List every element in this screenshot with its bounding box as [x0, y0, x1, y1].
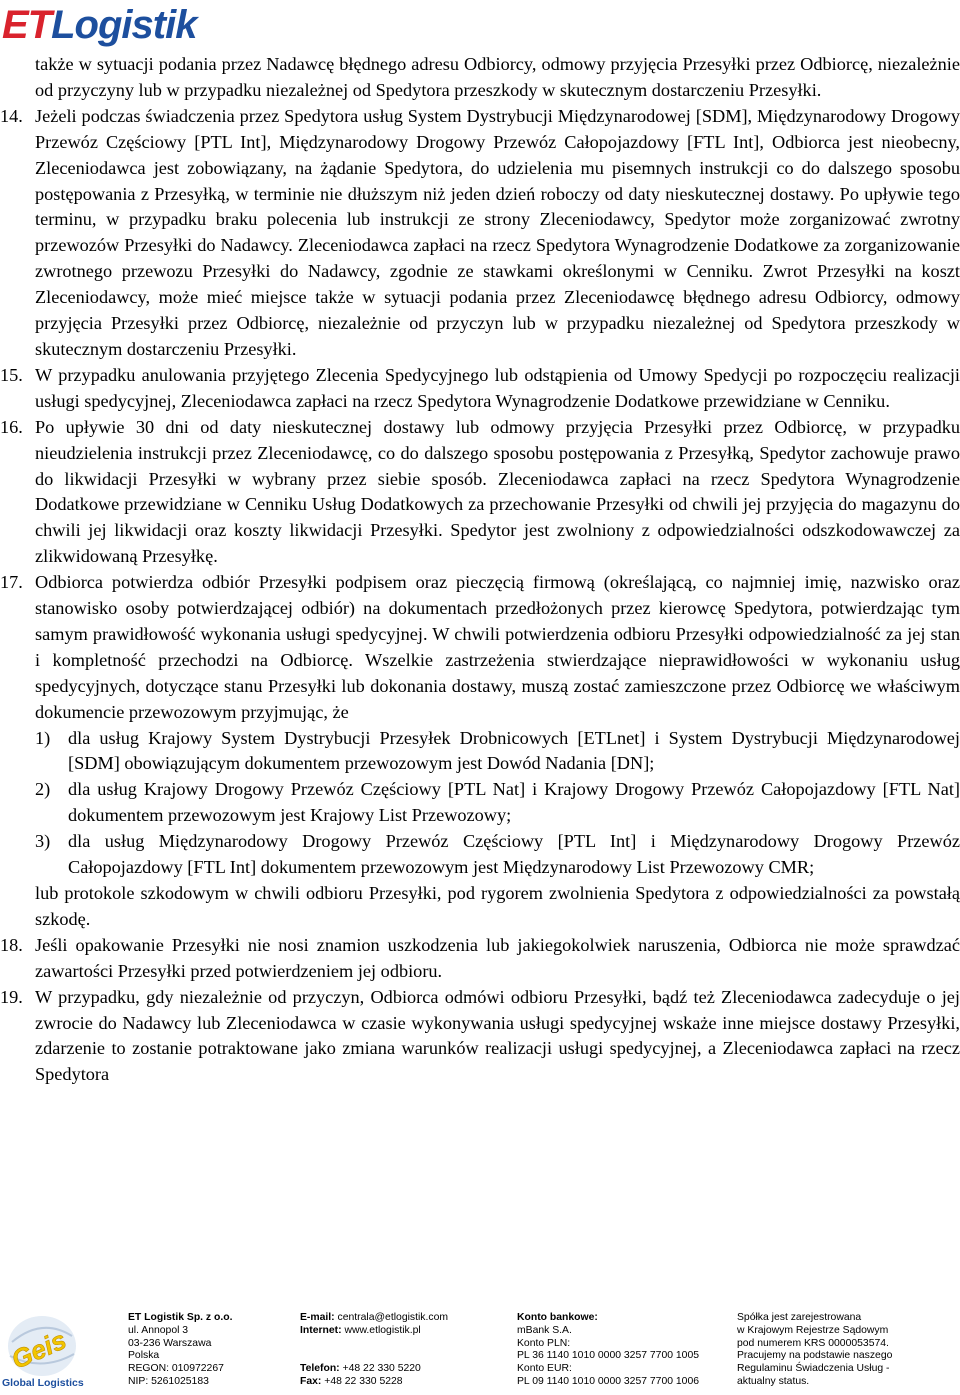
geis-caption: Global Logistics: [2, 1377, 84, 1389]
paragraph-tail-text: lub protokole szkodowym w chwili odbioru Przesyłki, pod rygorem zwolnienia Spedytora z odpowiedzialności za powstałą szkodę.: [35, 883, 960, 929]
sub-item-number: 1): [35, 727, 51, 748]
paragraph-14: [0, 104, 960, 363]
sub-item-text: dla usług Międzynarodowy Drogowy Przewóz Częściowy [PTL Int] i Międzynarodowy Drogowy Przewóz Całopojazdowy [FTL Int] dokumentem przewozowym jest Międzynarodowy List Przewozowy CMR;: [68, 831, 960, 878]
paragraph-text: Jeśli opakowanie Przesyłki nie nosi znamion uszkodzenia lub jakiegokolwiek naruszenia, Odbiorca nie może sprawdzać zawartości Przesyłki przed potwierdzeniem jej odbioru.: [35, 934, 960, 981]
logo-et: ET: [2, 3, 52, 47]
email-label: E-mail:: [300, 1312, 335, 1323]
email-link[interactable]: centrala@etlogistik.com: [337, 1312, 449, 1323]
geis-globe-icon: [2, 1312, 98, 1390]
geis-logo: [2, 1312, 98, 1390]
fax-row: [300, 1376, 448, 1389]
registration-line: Spółka jest zarejestrowana: [737, 1312, 862, 1323]
bank-title: Konto bankowe:: [517, 1312, 598, 1323]
sub-item-2: [35, 777, 960, 829]
paragraph-number: 17.: [0, 572, 23, 593]
phone-row: [300, 1363, 448, 1376]
internet-label: Internet:: [300, 1324, 342, 1336]
footer-company-column: [128, 1312, 233, 1389]
registration-line: pod numerem KRS 0000053574.: [737, 1337, 889, 1349]
sub-item-3: [35, 829, 960, 881]
logo-logistik: Logistik: [51, 3, 197, 47]
paragraph-number: 18.: [0, 934, 23, 955]
internet-row: [300, 1325, 448, 1338]
phone-number: +48 22 330 5220: [342, 1363, 421, 1375]
sub-item-number: 2): [35, 779, 51, 800]
footer-bank-column: [517, 1312, 699, 1389]
sub-item-1: [35, 726, 960, 778]
paragraph-number: 14.: [0, 105, 23, 126]
paragraph-17: [0, 570, 960, 933]
paragraph-text: W przypadku, gdy niezależnie od przyczyn, Odbiorca odmówi odbioru Przesyłki, bądź też Zleceniodawca zadecyduje o jej zwrocie do Nadawcy lub Zleceniodawca w czasie wykonywania usługi spedycyjnej wskaże inne miejsce dostawy Przesyłki, zdarzenie to zostanie potraktowane jako zmiana warunków realizacji usługi spedycyjnej, a Zleceniodawca zapłaci na rzecz Spedytora: [35, 986, 960, 1085]
company-city: 03-236 Warszawa: [128, 1337, 212, 1349]
email-row: [300, 1312, 448, 1325]
etlogistik-logo: [2, 2, 196, 48]
sub-item-text: dla usług Krajowy Drogowy Przewóz Częściowy [PTL Nat] i Krajowy Drogowy Przewóz Całopojazdowy [FTL Nat] dokumentem przewozowym jest Krajowy List Przewozowy;: [68, 779, 960, 826]
company-regon: REGON: 010972267: [128, 1363, 224, 1375]
page-footer: [0, 1306, 960, 1393]
registration-line: Regulaminu Świadczenia Usług -: [737, 1363, 890, 1375]
footer-registration-column: [737, 1312, 892, 1389]
company-country: Polska: [128, 1350, 160, 1362]
intro-paragraph: także w sytuacji podania przez Nadawcę błędnego adresu Odbiorcy, odmowy przyjęcia Przesyłki przez Odbiorcę, niezależnie od przyczyny lub w przypadku niezależnej od Spedytora przeszkody w skutecznym dostarczeniu Przesyłki.: [35, 54, 960, 100]
registration-line: aktualny status.: [737, 1375, 810, 1387]
paragraph-text: Jeżeli podczas świadczenia przez Spedytora usług System Dystrybucji Międzynarodowej [SDM], Międzynarodowy Drogowy Przewóz Częściowy [PTL Int], Międzynarodowy Drogowy Przewóz Całopojazdowy [FTL Int], Odbiorca jest nieobecny, Zleceniodawca jest zobowiązany, na żądanie Spedytora, do udzielenia mu pisemnych instrukcji co do dalszego sposobu postępowania z Przesyłką, w terminie nie dłuższym niż jeden dzień roboczy od daty nieskutecznej dostawy. Po upływie tego terminu, w przypadku braku polecenia lub instrukcji ze strony Zleceniodawcy, Spedytor może zorganizować zwrotny przewozów Przesyłki do Nadawcy. Zleceniodawca zapłaci na rzecz Spedytora Wynagrodzenie Dodatkowe za zorganizowanie zwrotnego przewozu Przesyłki do Nadawcy, zgodnie ze stawkami określonymi w Cenniku. Zwrot Przesyłki na koszt Zleceniodawcy, może mieć miejsce także w sytuacji podania przez Zleceniodawcę błędnego adresu Odbiorcy, odmowy przyjęcia Przesyłki przez Odbiorcę, niezależnie od przyczyn lub w przypadku niezależnej od Spedytora przeszkody w skutecznym dostarczeniu Przesyłki.: [35, 105, 960, 359]
pln-account: PL 36 1140 1010 0000 3257 7700 1005: [517, 1350, 700, 1362]
eur-label: Konto EUR:: [517, 1363, 572, 1375]
website-link[interactable]: www.etlogistik.pl: [344, 1324, 421, 1336]
fax-number: +48 22 330 5228: [324, 1375, 403, 1387]
paragraph-number: 19.: [0, 986, 23, 1007]
paragraph-number: 15.: [0, 364, 23, 385]
registration-line: Pracujemy na podstawie naszego: [737, 1350, 893, 1362]
paragraph-text: Po upływie 30 dni od daty nieskutecznej dostawy lub odmowy przyjęcia Przesyłki przez Odbiorcę, w przypadku nieudzielenia instrukcji przez Zleceniodawcę, co do dalszego sposobu postępowania z Przesyłką, Spedytor zachowuje prawo do likwidacji Przesyłki w wybrany przez siebie sposób. Zleceniodawca zapłaci na rzecz Spedytora Wynagrodzenie Dodatkowe przewidziane w Cenniku Usług Dodatkowych za przechowanie Przesyłki od chwili jej przyjęcia do magazynu do chwili jej likwidacji oraz koszty likwidacji Przesyłki. Spedytor jest zwolniony z odpowiedzialności odszkodowawczej za zlikwidowaną Przesyłkę.: [35, 416, 960, 567]
paragraph-number: 16.: [0, 416, 23, 437]
company-street: ul. Annopol 3: [128, 1324, 189, 1336]
bank-name: mBank S.A.: [517, 1324, 572, 1336]
phone-label: Telefon:: [300, 1363, 340, 1375]
paragraph-19: [0, 985, 960, 1089]
sub-item-text: dla usług Krajowy System Dystrybucji Przesyłek Drobnicowych [ETLnet] i System Dystrybucji Międzynarodowej [SDM] obowiązującym dokumentem przewozowym jest Dowód Nadania [DN];: [68, 727, 960, 774]
paragraph-18: [0, 933, 960, 985]
footer-contact-column: [300, 1312, 448, 1389]
eur-account: PL 09 1140 1010 0000 3257 7700 1006: [517, 1375, 700, 1387]
geis-wordmark: Geis: [6, 1324, 71, 1375]
paragraph-15: [0, 363, 960, 415]
paragraph-text: W przypadku anulowania przyjętego Zlecenia Spedycyjnego lub odstąpienia od Umowy Spedycji po rozpoczęciu realizacji usługi spedycyjnej, Zleceniodawca zapłaci na rzecz Spedytora Wynagrodzenie Dodatkowe przewidziane w Cenniku.: [35, 364, 960, 411]
company-name: ET Logistik Sp. z o.o.: [128, 1312, 233, 1323]
paragraph-text: Odbiorca potwierdza odbiór Przesyłki podpisem oraz pieczęcią firmową (określającą, co najmniej imię, nazwisko oraz stanowisko osoby potwierdzającej odbiór) na dokumentach przedłożonych przez kierowcę Spedytora, potwierdzając tym samym prawidłowość wykonania usługi spedycyjnej. W chwili potwierdzenia odbioru Przesyłki odpowiedzialność za jej stan i kompletność przechodzi na Odbiorcę. Wszelkie zastrzeżenia stwierdzające nieprawidłowości w wykonaniu usług spedycyjnych, dotyczące stanu Przesyłki lub dokonania dostawy, muszą zostać zamieszczone przez Odbiorcę we właściwym dokumencie przewozowym przyjmując, że: [35, 572, 960, 722]
sub-item-number: 3): [35, 831, 51, 852]
pln-label: Konto PLN:: [517, 1337, 571, 1349]
fax-label: Fax:: [300, 1375, 322, 1387]
document-body: [0, 52, 960, 1088]
company-nip: NIP: 5261025183: [128, 1375, 209, 1387]
paragraph-16: [0, 415, 960, 570]
registration-line: w Krajowym Rejestrze Sądowym: [737, 1324, 889, 1336]
